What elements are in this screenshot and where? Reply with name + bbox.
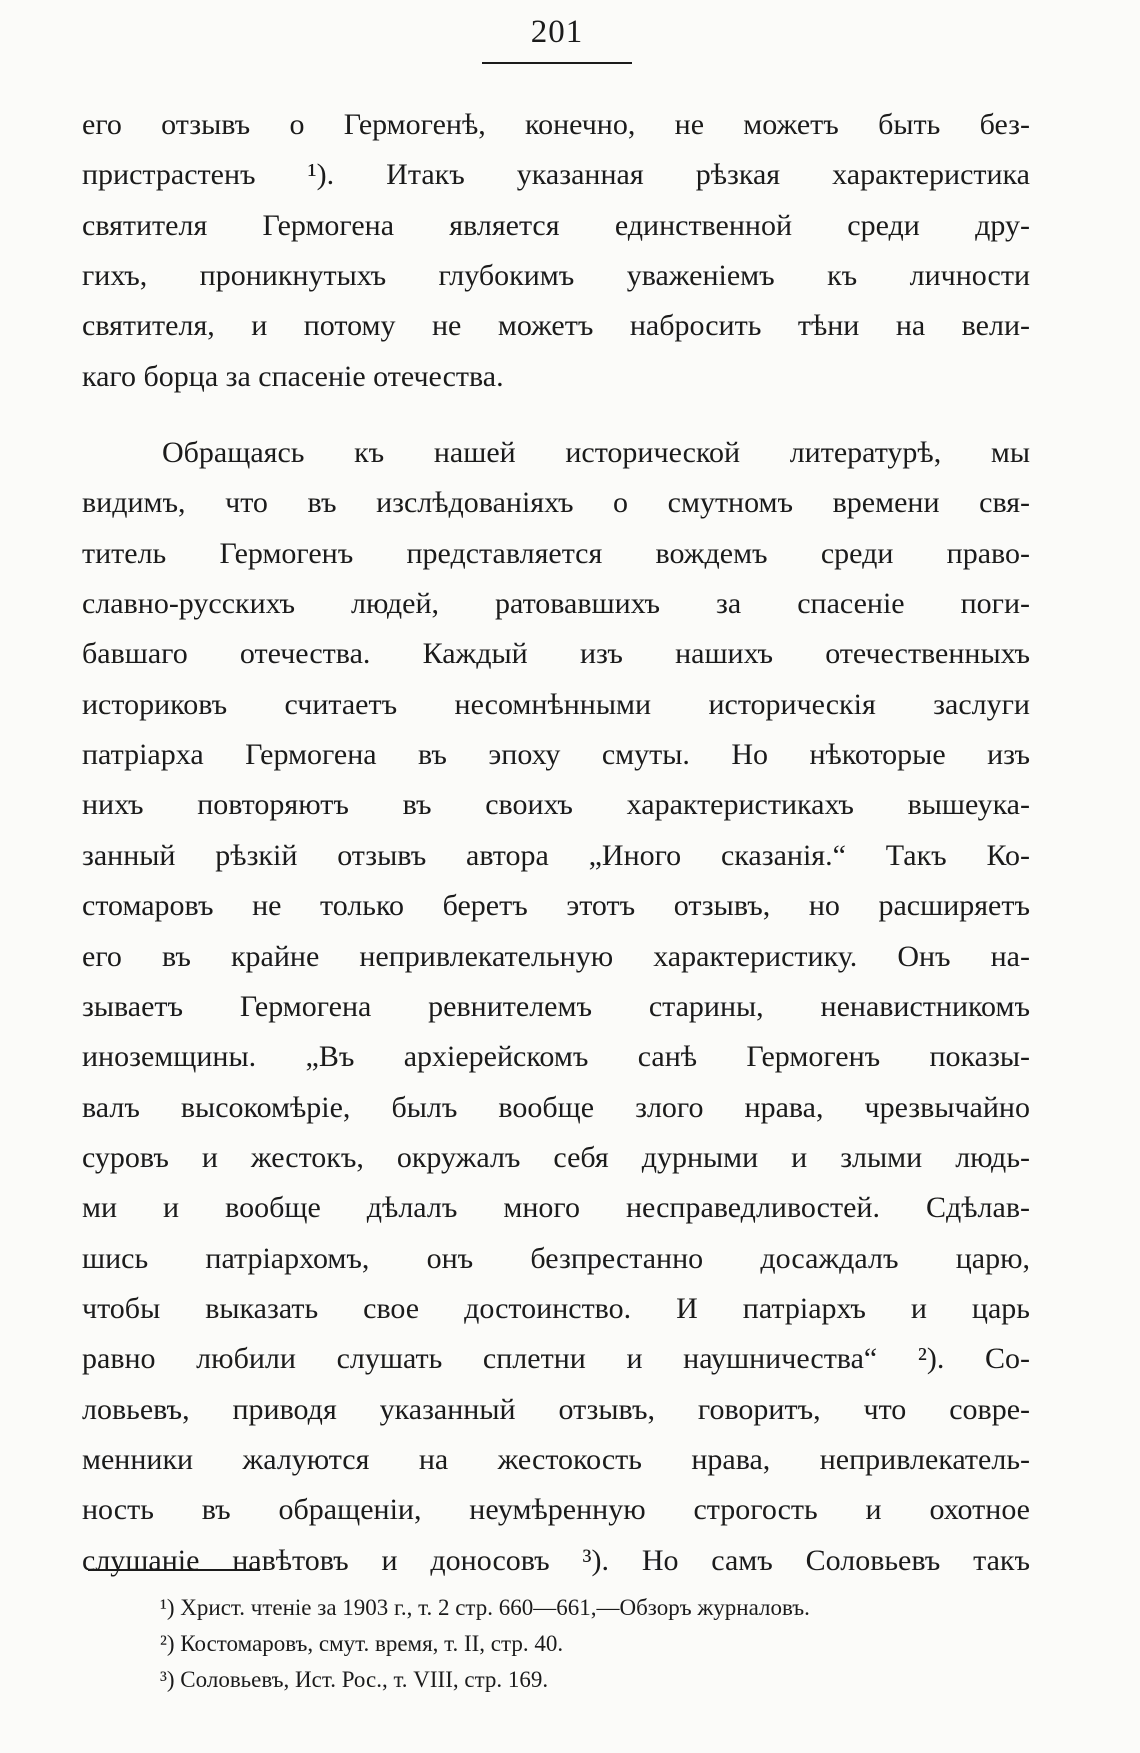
- text-line: зываетъ Гермогена ревнителемъ старины, ненавистникомъ: [82, 989, 1030, 1023]
- text-line: Обращаясь къ нашей исторической литературѣ, мы: [162, 436, 1030, 470]
- text-line: гихъ, проникнутыхъ глубокимъ уваженіемъ къ личности: [82, 259, 1030, 293]
- footnote-rule: [88, 1569, 260, 1571]
- footnote: ²) Костомаровъ, смут. время, т. II, стр. 40.: [160, 1631, 564, 1656]
- body-text: [82, 100, 1030, 1586]
- text-line: славно-русскихъ людей, ратовавшихъ за спасеніе поги-: [82, 587, 1030, 621]
- text-line: чтобы выказать свое достоинство. И патріархъ и царь: [82, 1291, 1030, 1325]
- page-number: 201: [530, 14, 584, 50]
- text-line: слушаніе навѣтовъ и доносовъ ³). Но самъ Соловьевъ такъ: [82, 1543, 1030, 1577]
- text-line: ми и вообще дѣлалъ много несправедливостей. Сдѣлав-: [82, 1191, 1030, 1225]
- text-line: нихъ повторяютъ въ своихъ характеристикахъ вышеука-: [82, 788, 1030, 822]
- text-line: его отзывъ о Гермогенѣ, конечно, не можетъ быть без-: [82, 108, 1030, 141]
- text-line: стомаровъ не только беретъ этотъ отзывъ, но расширяетъ: [82, 889, 1030, 923]
- text-line: пристрастенъ ¹). Итакъ указанная рѣзкая характеристика: [82, 158, 1030, 192]
- text-line: его въ крайне непривлекательную характеристику. Онъ на-: [82, 939, 1030, 973]
- text-line: иноземщины. „Въ архіерейскомъ санѣ Гермогенъ показы-: [82, 1040, 1030, 1074]
- text-line: шись патріархомъ, онъ безпрестанно досаждалъ царю,: [82, 1241, 1030, 1275]
- text-line: равно любили слушать сплетни и наушничества“ ²). Со-: [82, 1342, 1030, 1376]
- header-rule: [482, 62, 632, 64]
- footnote: ¹) Христ. чтеніе за 1903 г., т. 2 стр. 660—661,—Обзоръ журналовъ.: [160, 1595, 810, 1620]
- text-line: занный рѣзкій отзывъ автора „Иного сказанія.“ Такъ Ко-: [82, 838, 1030, 872]
- text-line: ность въ обращеніи, неумѣренную строгость и охотное: [82, 1493, 1030, 1527]
- text-line: менники жалуются на жестокость нрава, непривлекатель-: [82, 1442, 1030, 1476]
- text-line: валъ высокомѣріе, былъ вообще злого нрава, чрезвычайно: [82, 1090, 1030, 1124]
- paragraph-2: [82, 428, 1030, 1586]
- text-line: ловьевъ, приводя указанный отзывъ, говоритъ, что совре-: [82, 1392, 1030, 1426]
- text-line: святителя Гермогена является единственной среди дру-: [82, 208, 1030, 242]
- text-line: бавшаго отечества. Каждый изъ нашихъ отечественныхъ: [82, 637, 1030, 671]
- paragraph-1: [82, 100, 1030, 402]
- text-line: суровъ и жестокъ, окружалъ себя дурными и злыми людь-: [82, 1140, 1030, 1174]
- text-line: патріарха Гермогена въ эпоху смуты. Но нѣкоторые изъ: [82, 738, 1030, 772]
- text-line: видимъ, что въ изслѣдованіяхъ о смутномъ времени свя-: [82, 486, 1030, 520]
- footnotes: [160, 1590, 1030, 1698]
- paragraph-gap: [82, 402, 1030, 428]
- text-line: титель Гермогенъ представляется вождемъ среди право-: [82, 536, 1030, 570]
- text-line: историковъ считаетъ несомнѣнными историческія заслуги: [82, 687, 1030, 721]
- text-line: каго борца за спасеніе отечества.: [82, 359, 504, 393]
- footnote: ³) Соловьевъ, Ист. Рос., т. VIII, стр. 169.: [160, 1667, 549, 1692]
- text-line: святителя, и потому не можетъ набросить тѣни на вели-: [82, 309, 1030, 343]
